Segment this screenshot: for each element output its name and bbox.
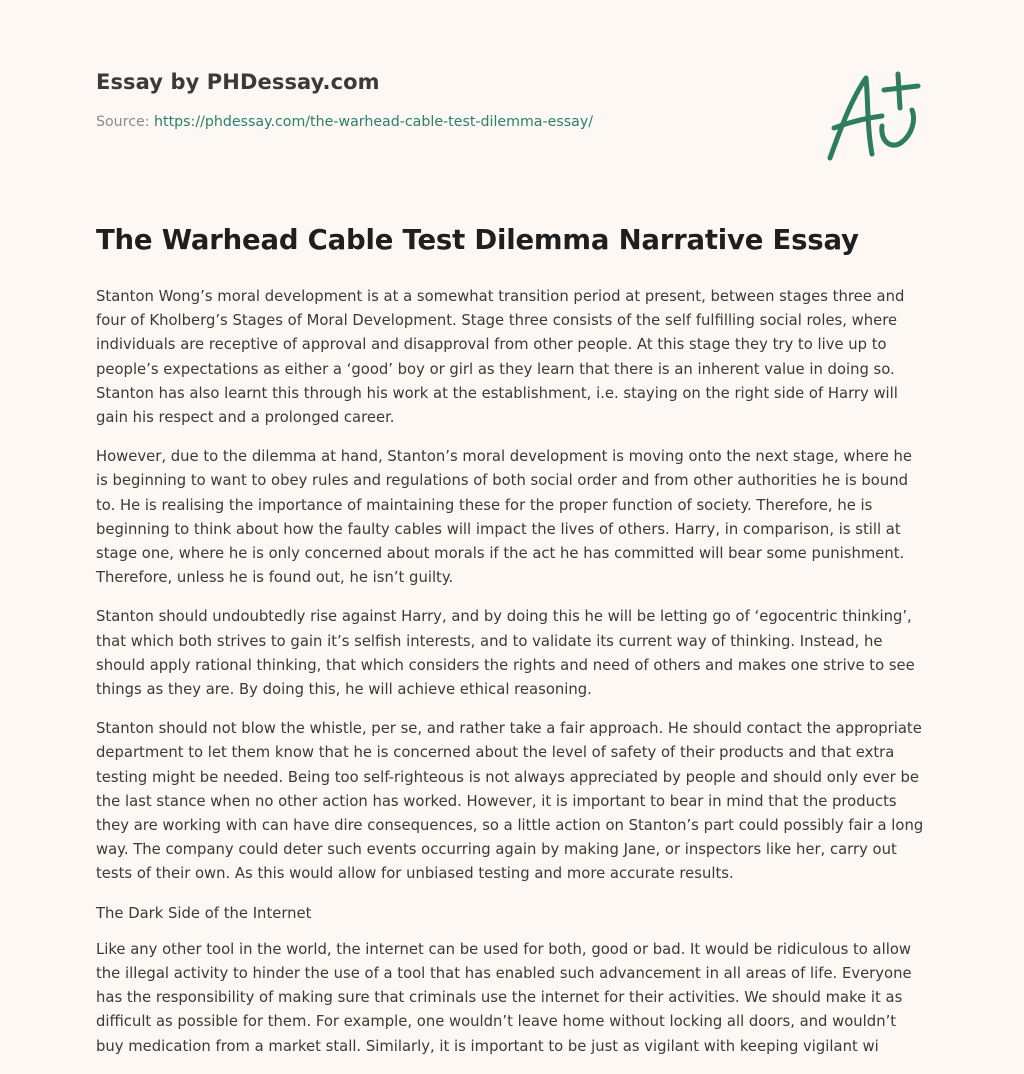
paragraph: Stanton should not blow the whistle, per se, and rather take a fair approach. He should contact the appropriate department to let them know that he is concerned about the level of safety of their products and that extra testing might be needed. Being too self-righteous is not always appreciated by people and should only ever be the last stance when no other action has worked. However, it is important to bear in mind that the products they are working with can have dire consequences, so a little action on Stanton’s part could possibly fair a long way. The company could deter such events occurring again by making Jane, or inspectors like her, carry out tests of their own. As this would allow for unbiased testing and more accurate results. <box>96 720 924 883</box>
paragraph: Like any other tool in the world, the internet can be used for both, good or bad. It would be ridiculous to allow the illegal activity to hinder the use of a tool that has enabled such advancement in all areas of life. Everyone has the responsibility of making sure that criminals use the internet for their activities. We should make it as difficult as possible for them. For example, one wouldn’t leave home without locking all doors, and wouldn’t buy medication from a market stall. Similarly, it is important to be just as vigilant with keeping vigilant wi <box>96 940 912 1055</box>
section-subheading: The Dark Side of the Internet <box>96 904 312 922</box>
a-plus-grade-icon <box>820 66 930 166</box>
paragraph: Stanton should undoubtedly rise against Harry, and by doing this he will be letting go of ‘egocentric thinking’, that which both strives to gain it’s selfish interests, and to validate its current way of thinking. Instead, he should apply rational thinking, that which considers the rights and need of others and makes one strive to see things as they are. By doing this, he will achieve ethical reasoning. <box>96 608 915 699</box>
page-header <box>96 70 796 130</box>
page-title: The Warhead Cable Test Dilemma Narrative Essay <box>96 224 859 256</box>
paragraph: However, due to the dilemma at hand, Stanton’s moral development is moving onto the next stage, where he is beginning to want to obey rules and regulations of both social order and from other authorities he is bound to. He is realising the importance of maintaining these for the proper function of society. Therefore, he is beginning to think about how the faulty cables will impact the lives of others. Harry, in comparison, is still at stage one, where he is only concerned about morals if the act he has committed will bear some punishment. Therefore, unless he is found out, he isn’t guilty. <box>96 448 913 587</box>
essay-body <box>96 285 928 1074</box>
site-brand: Essay by PHDessay.com <box>96 70 380 94</box>
paragraph: Stanton Wong’s moral development is at a somewhat transition period at present, between stages three and four of Kholberg’s Stages of Moral Development. Stage three consists of the self fulfilling social roles, where individuals are receptive of approval and disapproval from other people. At this stage they try to live up to people’s expectations as either a ‘good’ boy or girl as they learn that there is an inherent value in doing so. Stanton has also learnt this through his work at the establishment, i.e. staying on the right side of Harry will gain his respect and a prolonged career. <box>96 288 905 427</box>
source-line <box>96 114 796 130</box>
source-label: Source: <box>96 114 155 130</box>
source-link[interactable]: https://phdessay.com/the-warhead-cable-test-dilemma-essay/ <box>154 114 593 130</box>
